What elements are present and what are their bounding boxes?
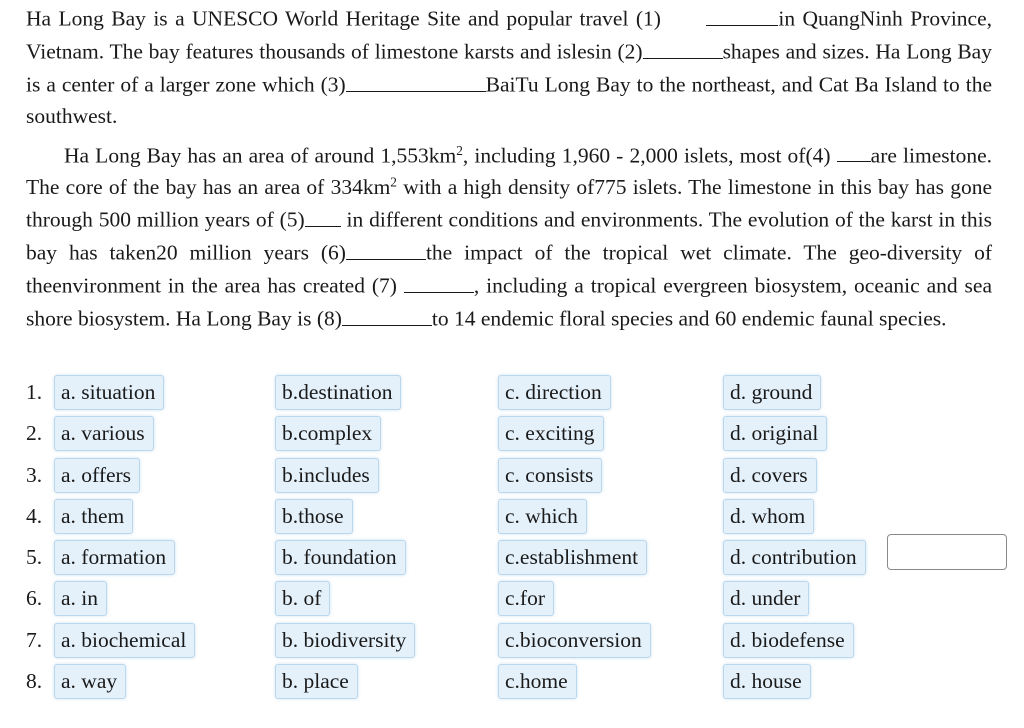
- question-number: 4.: [26, 503, 43, 528]
- passage-text: to 14 endemic floral species and 60 endemic faunal species.: [431, 307, 947, 331]
- blank-2[interactable]: [643, 35, 723, 59]
- option-3a[interactable]: a. offers: [54, 458, 140, 493]
- option-7b[interactable]: b. biodiversity: [275, 623, 415, 658]
- option-2b[interactable]: b.complex: [275, 416, 381, 451]
- option-6c[interactable]: c.for: [498, 581, 554, 616]
- blank-3[interactable]: [346, 68, 486, 92]
- option-4c[interactable]: c. which: [498, 499, 587, 534]
- passage-text: Ha Long Bay has an area of around 1,553km: [64, 143, 457, 168]
- question-row-8: [26, 661, 1016, 702]
- option-7a[interactable]: a. biochemical: [54, 623, 195, 658]
- passage-text: are limestone. The core of the bay has an area of 334km: [26, 143, 993, 199]
- option-5d[interactable]: d. contribution: [723, 540, 866, 575]
- option-3d[interactable]: d. covers: [723, 458, 817, 493]
- question-row-2: [26, 413, 1016, 454]
- question-row-7: [26, 620, 1016, 661]
- passage-text: shapes and sizes. Ha Long Bay is a center of a larger zone which (3): [26, 39, 992, 97]
- option-2c[interactable]: c. exciting: [498, 416, 604, 451]
- question-row-6: [26, 578, 1016, 619]
- question-number: 2.: [26, 421, 43, 446]
- question-number: 1.: [26, 380, 43, 404]
- passage-text: with a high density of775 islets. The limestone in this bay has gone through 500 million years of (5): [26, 174, 992, 232]
- option-1a[interactable]: a. situation: [54, 375, 164, 410]
- option-4b[interactable]: b.those: [275, 499, 353, 534]
- passage-text: , including 1,960 - 2,000 islets, most of(4): [462, 143, 831, 168]
- paragraph-2: [26, 139, 992, 336]
- question-row-1: [26, 372, 1016, 413]
- passage-text: , including a tropical evergreen biosystem, oceanic and sea shore biosystem. Ha Long Bay is (8): [26, 273, 993, 331]
- option-7c[interactable]: c.bioconversion: [498, 623, 651, 658]
- question-row-3: [26, 455, 1016, 496]
- superscript: 2: [390, 174, 397, 190]
- question-row-4: [26, 496, 1016, 537]
- option-4a[interactable]: a. them: [54, 499, 133, 534]
- option-8b[interactable]: b. place: [275, 664, 358, 699]
- blank-4[interactable]: [837, 139, 871, 163]
- option-4d[interactable]: d. whom: [723, 499, 814, 534]
- passage-text: Ha Long Bay is a UNESCO World Heritage Site and popular travel (1): [26, 6, 661, 31]
- option-8c[interactable]: c.home: [498, 664, 577, 699]
- superscript: 2: [456, 142, 463, 158]
- paragraph-1: [26, 2, 992, 133]
- option-5c[interactable]: c.establishment: [498, 540, 647, 575]
- option-2d[interactable]: d. original: [723, 416, 827, 451]
- option-3b[interactable]: b.includes: [275, 458, 379, 493]
- option-3c[interactable]: c. consists: [498, 458, 602, 493]
- option-7d[interactable]: d. biodefense: [723, 623, 854, 658]
- option-1d[interactable]: d. ground: [723, 375, 821, 410]
- passage-text: BaiTu Long Bay to the northeast, and Cat Ba Island to the southwest.: [26, 72, 992, 129]
- question-number: 5.: [26, 545, 43, 570]
- blank-7[interactable]: [404, 269, 474, 293]
- option-8d[interactable]: d. house: [723, 664, 811, 699]
- option-6a[interactable]: a. in: [54, 581, 107, 616]
- answer-input-box[interactable]: [887, 534, 1007, 570]
- option-6b[interactable]: b. of: [275, 581, 330, 616]
- question-row-5: [26, 537, 1016, 578]
- passage-text: in different conditions and environments. The evolution of the karst in this bay has taken20 million years (6): [26, 207, 992, 265]
- option-5b[interactable]: b. foundation: [275, 540, 406, 575]
- blank-5[interactable]: [305, 203, 341, 227]
- option-5a[interactable]: a. formation: [54, 540, 175, 575]
- blank-1[interactable]: [706, 2, 778, 26]
- question-number: 3.: [26, 462, 43, 487]
- option-1c[interactable]: c. direction: [498, 375, 611, 410]
- blank-8[interactable]: [342, 302, 432, 326]
- passage-text: the impact of the tropical wet climate. The geo-diversity of theenvironment in the area has created (7): [26, 240, 992, 298]
- answer-options: [26, 372, 1016, 702]
- reading-passage: [26, 2, 992, 336]
- question-number: 7.: [26, 627, 43, 652]
- option-1b[interactable]: b.destination: [275, 375, 401, 410]
- question-number: 8.: [26, 669, 43, 694]
- question-number: 6.: [26, 586, 43, 611]
- option-8a[interactable]: a. way: [54, 664, 126, 699]
- passage-text: in QuangNinh Province, Vietnam. The bay features thousands of limestone karsts and islesin (2): [26, 6, 993, 64]
- option-6d[interactable]: d. under: [723, 581, 809, 616]
- blank-6[interactable]: [346, 236, 426, 260]
- option-2a[interactable]: a. various: [54, 416, 154, 451]
